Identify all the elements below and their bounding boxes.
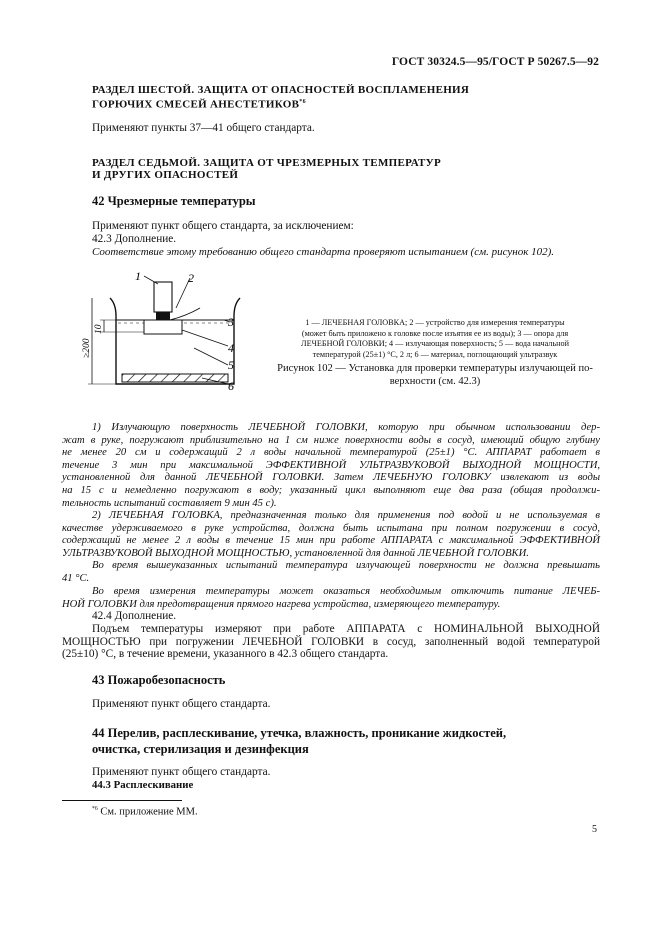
- section-6-text: Применяют пункты 37—41 общего стандарта.: [92, 122, 315, 134]
- paragraph-line: Во время измерения температуры может оказаться необходимым отключить питание ЛЕЧЕБ-: [92, 586, 600, 597]
- figure-legend-line: температурой (25±1) °С, 2 л; 6 — материал, поглощающий ультразвук: [312, 349, 558, 359]
- dimension-200: ≥200: [82, 338, 92, 358]
- figure-legend-line: 1 — ЛЕЧЕБНАЯ ГОЛОВКА; 2 — устройство для измерения температуры: [305, 318, 565, 327]
- clause-44-text: Применяют пункт общего стандарта.: [92, 766, 271, 778]
- figure-legend-line: (может быть приложено к головке после изъятия ее из воды); 3 — опора для: [301, 328, 569, 338]
- paragraph-line: 2) ЛЕЧЕБНАЯ ГОЛОВКА, предназначенная только для применения под водой и не используемая в: [92, 510, 600, 521]
- paragraph-line: тельность испытаний составляет 9 мин 45 с).: [62, 497, 277, 509]
- figure-102-diagram: [82, 268, 252, 394]
- figure-label-6: 6: [228, 379, 234, 393]
- clause-44-heading-line2: очистка, стерилизация и дезинфекция: [92, 742, 309, 756]
- treatment-head: [154, 282, 172, 312]
- figure-label-4: 4: [228, 341, 234, 355]
- section-7-title-line1: РАЗДЕЛ СЕДЬМОЙ. ЗАЩИТА ОТ ЧРЕЗМЕРНЫХ ТЕМПЕРАТУР: [92, 157, 442, 169]
- figure-caption: [262, 363, 608, 388]
- clause-43-heading: 43 Пожаробезопасность: [92, 673, 226, 687]
- clause-44-3-heading: 44.3 Расплескивание: [92, 779, 194, 791]
- clause-43-text: Применяют пункт общего стандарта.: [92, 698, 271, 710]
- paragraph-line: качестве удерживаемого в руке устройства, должна быть испытана при полном погружении в сосуд,: [62, 522, 600, 534]
- figure-legend-line: ЛЕЧЕБНОЙ ГОЛОВКИ; 4 — излучающая поверхность; 5 — вода начальной: [301, 339, 569, 349]
- paragraph-line: жат в руке, погружают приблизительно на 1 см ниже поверхности воды в сосуд, имеющий общую глубину: [62, 434, 600, 446]
- temperature-limit-note: [62, 560, 600, 585]
- paragraph-line: не менее 20 см и содержащий 2 л воды начальной температурой (25±1) °С. АППАРАТ работает в: [62, 447, 600, 459]
- section-7-title-line2: И ДРУГИХ ОПАСНОСТЕЙ: [92, 169, 239, 181]
- page-header: ГОСТ 30324.5—95/ГОСТ Р 50267.5—92: [391, 56, 599, 68]
- footnote-rule: [62, 800, 182, 801]
- clause-42-heading: 42 Чрезмерные температуры: [92, 194, 256, 208]
- power-disconnect-note: [62, 586, 600, 611]
- paragraph-line: Во время вышеуказанных испытаний температура излучающей поверхности не должна превышать: [92, 560, 600, 571]
- section-6-footnote-mark: *6: [299, 99, 306, 105]
- test-item-1: [62, 422, 600, 510]
- clause-44-heading: [92, 725, 506, 757]
- paragraph-line: 1) Излучающую поверхность ЛЕЧЕБНОЙ ГОЛОВКИ, которую при обычном использовании дер-: [92, 422, 600, 433]
- figure-label-5: 5: [228, 358, 234, 372]
- figure-label-2: 2: [188, 271, 194, 285]
- paragraph-line: 41 °С.: [62, 572, 90, 584]
- vessel-outline: [110, 298, 240, 384]
- clause-42-line1: Применяют пункт общего стандарта, за исключением:: [92, 220, 354, 232]
- paragraph-line: на 15 с и немедленно погружают в воду; указанный цикл выполняют еще два раза (общая продолжи-: [62, 484, 600, 496]
- section-6-title-line2: ГОРЮЧИХ СМЕСЕЙ АНЕСТЕТИКОВ: [92, 98, 300, 111]
- section-6-title: [92, 84, 469, 111]
- dimension-10: 10: [94, 324, 104, 334]
- ultrasound-absorber: [122, 374, 228, 382]
- clause-42-4-label: 42.4 Дополнение.: [92, 610, 177, 622]
- radiating-surface: [156, 312, 170, 320]
- temperature-probe: [170, 308, 200, 320]
- page-number: 5: [592, 824, 597, 835]
- clause-42-4-text: [62, 623, 600, 661]
- paragraph-line: МОЩНОСТЬЮ при погружении ЛЕЧЕБНОЙ ГОЛОВКИ в сосуд, заполненный водой температурой: [62, 635, 600, 648]
- footnote-text: См. приложение ММ.: [100, 806, 198, 818]
- paragraph-line: содержащий не менее 2 л воды в течение 15 мин при работе АППАРАТА с максимальной ЭФФЕКТИВНОЙ: [62, 535, 600, 547]
- clause-42-line2: 42.3 Дополнение.: [92, 233, 177, 245]
- figure-label-3: 3: [228, 315, 234, 329]
- paragraph-line: течение 3 мин при максимальной ЭФФЕКТИВНОЙ УЛЬТРАЗВУКОВОЙ ВЫХОДНОЙ МОЩНОСТИ,: [62, 459, 600, 471]
- paragraph-line: УЛЬТРАЗВУКОВОЙ ВЫХОДНОЙ МОЩНОСТЬЮ, установленной для данной ЛЕЧЕБНОЙ ГОЛОВКИ.: [62, 547, 529, 559]
- paragraph-line: установленной для данной ЛЕЧЕБНОЙ ГОЛОВКИ. Затем ЛЕЧЕБНУЮ ГОЛОВКУ извлекают из воды: [62, 472, 600, 484]
- figure-caption-line1: Рисунок 102 — Установка для проверки температуры излучающей по-: [277, 363, 593, 374]
- figure-legend: [262, 318, 608, 360]
- figure-caption-line2: верхности (см. 42.3): [389, 375, 481, 387]
- clause-42-line3: Соответствие этому требованию общего стандарта проверяют испытанием (см. рисунок 102).: [92, 246, 555, 258]
- clause-44-heading-line1: 44 Перелив, расплескивание, утечка, влажность, проникание жидкостей,: [92, 726, 507, 740]
- paragraph-line: (25±10) °С, в течение времени, указанного в 42.3 общего стандарта.: [62, 648, 389, 661]
- paragraph-line: Подъем температуры измеряют при работе АППАРАТА с НОМИНАЛЬНОЙ ВЫХОДНОЙ: [92, 623, 600, 635]
- footnote-mark: *6: [92, 806, 98, 812]
- section-6-title-line1: РАЗДЕЛ ШЕСТОЙ. ЗАЩИТА ОТ ОПАСНОСТЕЙ ВОСПЛАМЕНЕНИЯ: [92, 84, 470, 96]
- section-7-title: [92, 157, 441, 181]
- test-item-2: [62, 510, 600, 560]
- figure-label-1: 1: [135, 269, 141, 283]
- footnote: [92, 806, 198, 818]
- head-support: [144, 320, 182, 334]
- paragraph-line: НОЙ ГОЛОВКИ для предотвращения прямого нагрева устройства, измеряющего температуру.: [62, 598, 501, 610]
